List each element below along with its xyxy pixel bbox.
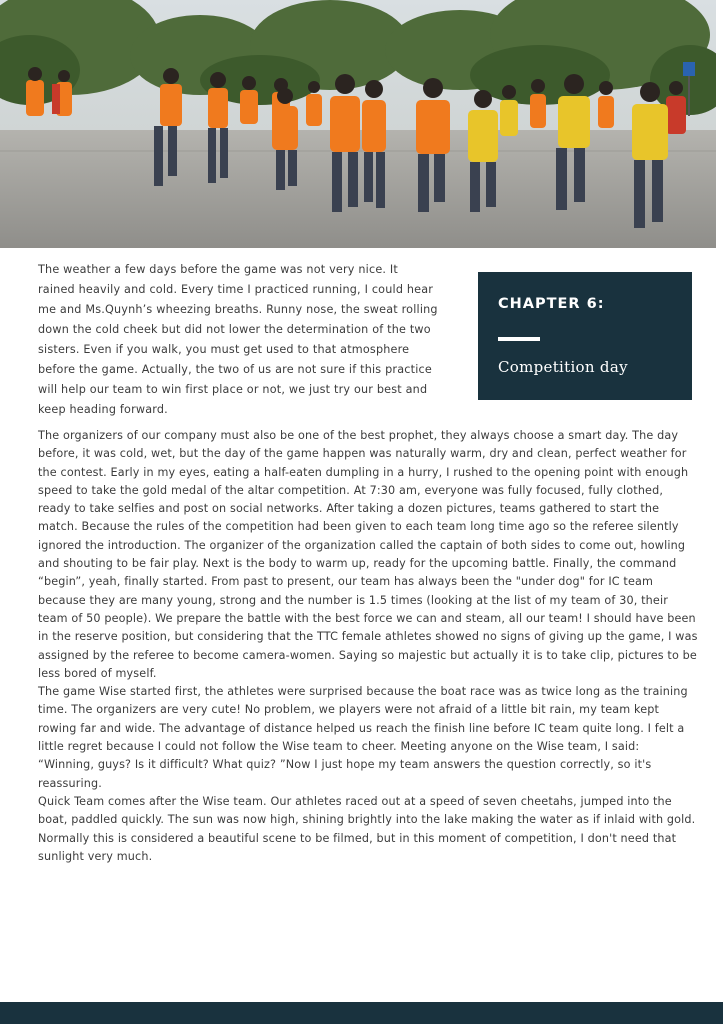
hero-photo xyxy=(0,0,716,248)
body-paragraph: The organizers of our company must also be one of the best prophet, they always choose a smart day. The day before, it was cold, wet, but the day of the game happen was naturally warm, dry and clean, perfect weather for the contest. Early in my eyes, eating a half-eaten dumpling in a hurry, I rushed to the opening point with enough speed to take the gold medal of the altar competition. At 7:30 am, everyone was fully focused, fully clothed, ready to take selfies and post on social networks. After taking a dozen pictures, teams gathered to start the match. Because the rules of the competition had been given to each team long time ago so the referee silently ignored the introduction. The organizer of the organization called the captain of both sides to come out, howling and shouting to be fair play. Next is the body to warm up, ready for the upcoming battle. Finally, the command “begin”, yeah, finally started. From past to present, our team has always been the "under dog" for IC team because they are many young, strong and the number is 1.5 times (looking at the list of my team of 30, their team of 50 people). We prepare the battle with the best force we can and steam, all our team! I should have been in the reserve position, but considering that the TTC female athletes showed no signs of giving up the game, I was assigned by the referee to become camera-women. Saying so majestic but actually it is to take clip, pictures to be less bored of myself. xyxy=(38,429,698,680)
running-team-illustration xyxy=(0,0,716,248)
body-paragraph: Quick Team comes after the Wise team. Our athletes raced out at a speed of seven cheetahs, jumped into the boat, paddled quickly. The sun was now high, shining brightly into the lake making the water as if inlaid with gold. Normally this is considered a beautiful scene to be filmed, but in this moment of competition, I don't need that sunlight very much. xyxy=(38,794,696,863)
chapter-heading-box xyxy=(478,272,692,400)
chapter-divider xyxy=(498,337,540,341)
chapter-title: CHAPTER 6: xyxy=(498,296,605,312)
body-text xyxy=(38,427,698,866)
intro-paragraph: The weather a few days before the game was not very nice. It rained heavily and cold. Every time I practiced running, I could hear me and Ms.Quynh’s wheezing breaths. Runny nose, the sweat rolling down the cold cheek but did not lower the determination of the two sisters. Even if you walk, you must get used to that atmosphere before the game. Actually, the two of us are not sure if this practice will help our team to win first place or not, we just try our best and keep heading forward. xyxy=(38,263,438,416)
chapter-subtitle: Competition day xyxy=(498,358,628,376)
footer-bar xyxy=(0,1002,723,1024)
body-paragraph: The game Wise started first, the athletes were surprised because the boat race was as twice long as the training time. The organizers are very cute! No problem, we players were not afraid of a little bit rain, my team kept rowing far and wide. The advantage of distance helped us reach the finish line before IC team quite long. I felt a little regret because I could not follow the Wise team to cheer. Meeting anyone on the Wise team, I said: “Winning, guys? Is it difficult? What quiz? ”Now I just hope my team answers the question correctly, so it's reassuring. xyxy=(38,685,688,790)
